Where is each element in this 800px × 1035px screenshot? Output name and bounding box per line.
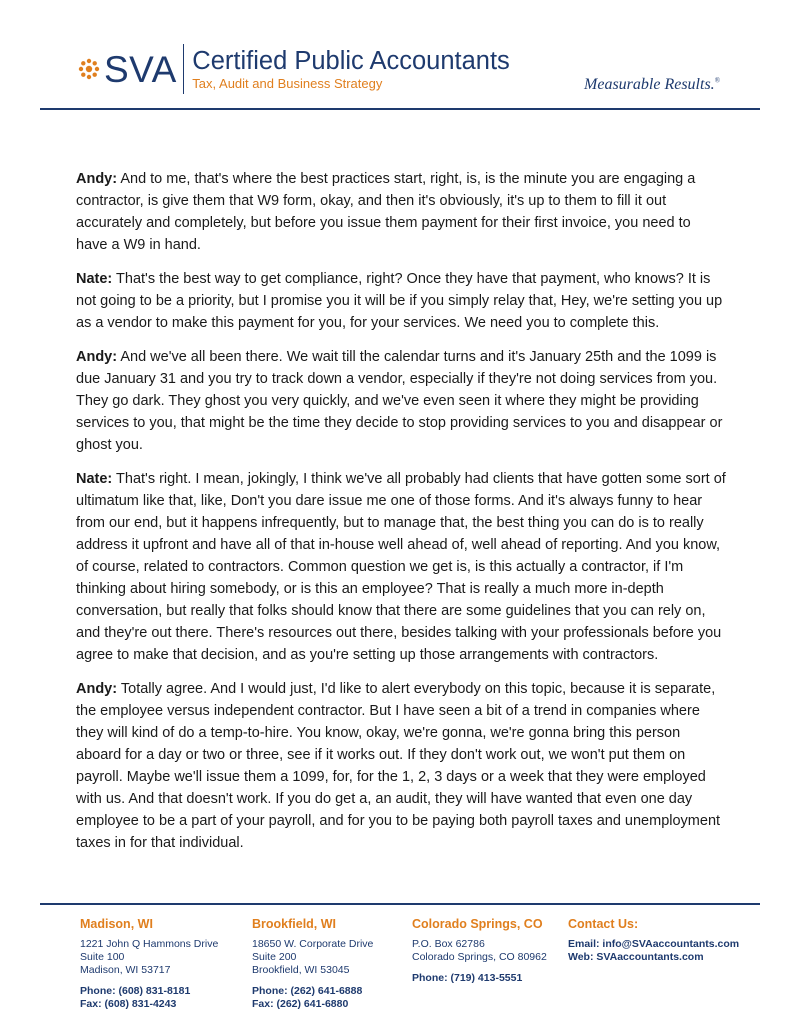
contact-heading: Contact Us: — [568, 917, 639, 931]
office-colorado-springs — [412, 916, 547, 985]
footer-divider — [40, 903, 760, 905]
paragraph-text: Totally agree. And I would just, I'd like to alert everybody on this topic, because it is separate, the employee versus independent contractor. But I have seen a bit of a trend in companies where they will kind of do a temp-to-hire. You know, okay, we're gonna, we're gonna bring this person aboard for a day or two or three, see if it works out. If they don't work out, we won't put them on payroll. Maybe we'll issue them a 1099, for, for the 1, 2, 3 days or a week that they were employed with us. And that doesn't work. If you do get a, an audit, they will have wanted that even one day employee to be a part of your payroll, and for you to be paying both payroll taxes and unemployment taxes in for that individual. — [76, 681, 721, 851]
speaker-name: Andy: — [76, 349, 118, 365]
office-address-line: Madison, WI 53717 — [80, 964, 171, 976]
transcript-paragraph — [76, 468, 726, 666]
firm-tagline: Tax, Audit and Business Strategy — [192, 76, 383, 91]
office-brookfield — [252, 916, 373, 1011]
office-fax: Fax: (262) 641-6880 — [252, 998, 349, 1010]
paragraph-text: And to me, that's where the best practices start, right, is, is the minute you are engaging a contractor, is give them that W9 form, okay, and then it's obviously, it's up to them to fill it out accurately and completely, but before you issue them payment for their first invoice, you need to have a W9 in hand. — [76, 171, 696, 253]
paragraph-text: That's right. I mean, jokingly, I think we've all probably had clients that have gotten some sort of ultimatum like that, like, Don't you dare issue me one of those forms. And it's always funny to hear from our end, but it happens infrequently, but to manage that, the best thing you can do is to really address it upfront and have all of that in-house well ahead of, well ahead of reporting. And you know, of course, related to contractors. Common question we get is, is this actually a contractor, if I'm thinking about hiring somebody, or is this an employee? That is really a much more in-depth conversation, but really that folks should know that there are some guidelines that you can rely on, and they're out there. There's resources out there, besides talking with your professionals before you agree to make that decision, and as you're setting up those arrangements with contractors. — [76, 471, 726, 663]
logo-divider — [183, 44, 185, 94]
office-heading: Colorado Springs, CO — [412, 917, 543, 931]
office-address-line: P.O. Box 62786 — [412, 938, 485, 950]
office-heading: Brookfield, WI — [252, 917, 337, 931]
office-fax: Fax: (608) 831-4243 — [80, 998, 177, 1010]
transcript-paragraph — [76, 268, 726, 334]
speaker-name: Nate: — [76, 471, 113, 487]
office-phone: Phone: (608) 831-8181 — [80, 985, 191, 997]
contact-us — [568, 916, 739, 964]
firm-title: Certified Public Accountants — [192, 47, 510, 75]
letterhead — [0, 0, 800, 110]
office-heading: Madison, WI — [80, 917, 153, 931]
contact-email[interactable]: Email: info@SVAaccountants.com — [568, 938, 740, 950]
paragraph-text: That's the best way to get compliance, right? Once they have that payment, who knows? It is not going to be a priority, but I promise you it will be if you simply relay that, Hey, we're setting you up as a vendor to make this payment for you, for your services. We need you to complete this. — [76, 271, 723, 331]
sunburst-icon — [78, 58, 100, 80]
office-address-line: Brookfield, WI 53045 — [252, 964, 350, 976]
contact-web[interactable]: Web: SVAaccountants.com — [568, 951, 704, 963]
speaker-name: Andy: — [76, 681, 118, 697]
slogan — [584, 76, 720, 94]
logo-text — [192, 46, 510, 92]
office-address-line: 1221 John Q Hammons Drive — [80, 938, 219, 950]
transcript-paragraph — [76, 168, 726, 256]
office-madison — [80, 916, 218, 1011]
office-address-line: 18650 W. Corporate Drive — [252, 938, 374, 950]
speaker-name: Nate: — [76, 271, 113, 287]
transcript-paragraph — [76, 678, 726, 854]
office-address-line: Suite 200 — [252, 951, 297, 963]
registered-mark: ® — [714, 76, 720, 85]
slogan-text: Measurable Results. — [584, 76, 715, 93]
sva-logo — [78, 44, 510, 94]
office-phone: Phone: (262) 641-6888 — [252, 985, 363, 997]
office-phone: Phone: (719) 413-5551 — [412, 972, 523, 984]
transcript-body — [76, 168, 726, 866]
speaker-name: Andy: — [76, 171, 118, 187]
office-address-line: Suite 100 — [80, 951, 125, 963]
office-address-line: Colorado Springs, CO 80962 — [412, 951, 547, 963]
brand-name: SVA — [104, 48, 177, 90]
paragraph-text: And we've all been there. We wait till the calendar turns and it's January 25th and the 1099 is due January 31 and you try to track down a vendor, especially if they're not doing services from you. They go dark. They ghost you very quickly, and we've even seen it where they might be providing services to you, that might be the time they decide to stop providing services to you and disappear or ghost you. — [76, 349, 723, 453]
header-divider — [40, 108, 760, 110]
transcript-paragraph — [76, 346, 726, 456]
